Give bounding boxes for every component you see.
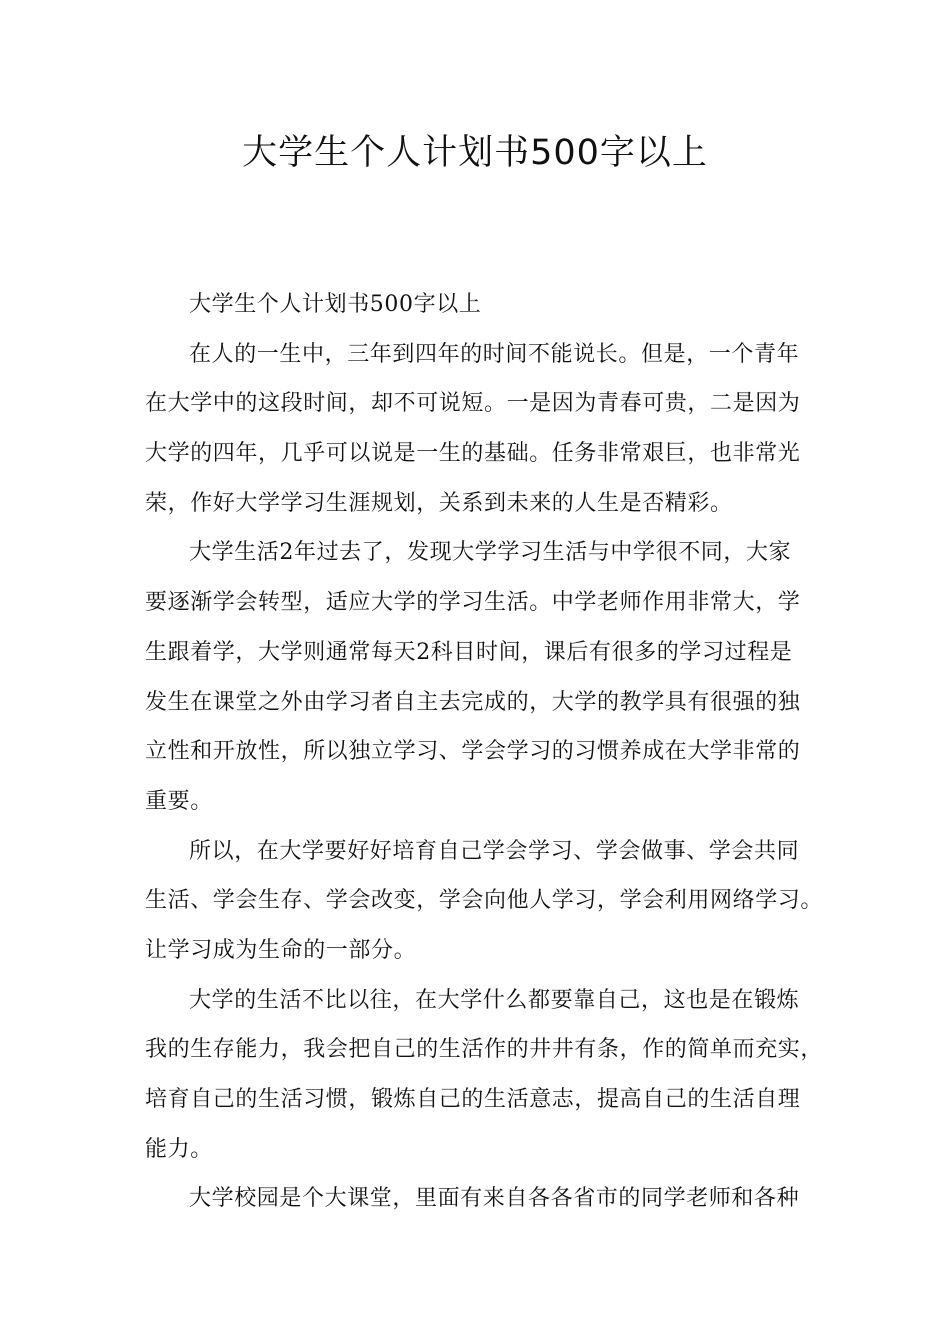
text-line: 能力。 bbox=[145, 1136, 213, 1162]
text-line: 生活、学会生存、学会改变，学会向他人学习，学会利用网络学习。 bbox=[145, 888, 824, 914]
text-line: 荣，作好大学学习生涯规划，关系到未来的人生是否精彩。 bbox=[145, 490, 733, 516]
text-line: 让学习成为生命的一部分。 bbox=[145, 937, 417, 963]
document-title: 大学生个人计划书500字以上 bbox=[242, 133, 708, 173]
text-line: 发生在课堂之外由学习者自主去完成的，大学的教学具有很强的独 bbox=[145, 689, 801, 715]
text-line: 在大学中的这段时间，却不可说短。一是因为青春可贵，二是因为 bbox=[145, 391, 801, 417]
text-line: 生跟着学，大学则通常每天2科目时间，课后有很多的学习过程是 bbox=[145, 639, 793, 665]
text-line: 重要。 bbox=[145, 788, 213, 814]
text-line: 在人的一生中，三年到四年的时间不能说长。但是，一个青年 bbox=[189, 341, 800, 367]
text-line: 大学的生活不比以往，在大学什么都要靠自己，这也是在锻炼 bbox=[189, 987, 800, 1013]
text-line: 大学校园是个大课堂，里面有来自各各省市的同学老师和各种 bbox=[189, 1186, 800, 1212]
document-body bbox=[145, 280, 824, 1224]
text-line: 大学的四年，几乎可以说是一生的基础。任务非常艰巨，也非常光 bbox=[145, 441, 801, 467]
text-line: 大学生个人计划书500字以上 bbox=[189, 292, 482, 317]
text-line: 要逐渐学会转型，适应大学的学习生活。中学老师作用非常大，学 bbox=[145, 590, 801, 616]
text-line: 立性和开放性，所以独立学习、学会学习的习惯养成在大学非常的 bbox=[145, 739, 801, 765]
text-line: 我的生存能力，我会把自己的生活作的井井有条，作的简单而充实， bbox=[145, 1037, 824, 1063]
text-line: 培育自己的生活习惯，锻炼自己的生活意志，提高自己的生活自理 bbox=[145, 1087, 801, 1112]
text-line: 所以，在大学要好好培育自己学会学习、学会做事、学会共同 bbox=[189, 838, 800, 864]
text-line: 大学生活2年过去了，发现大学学习生活与中学很不同，大家 bbox=[189, 540, 792, 566]
